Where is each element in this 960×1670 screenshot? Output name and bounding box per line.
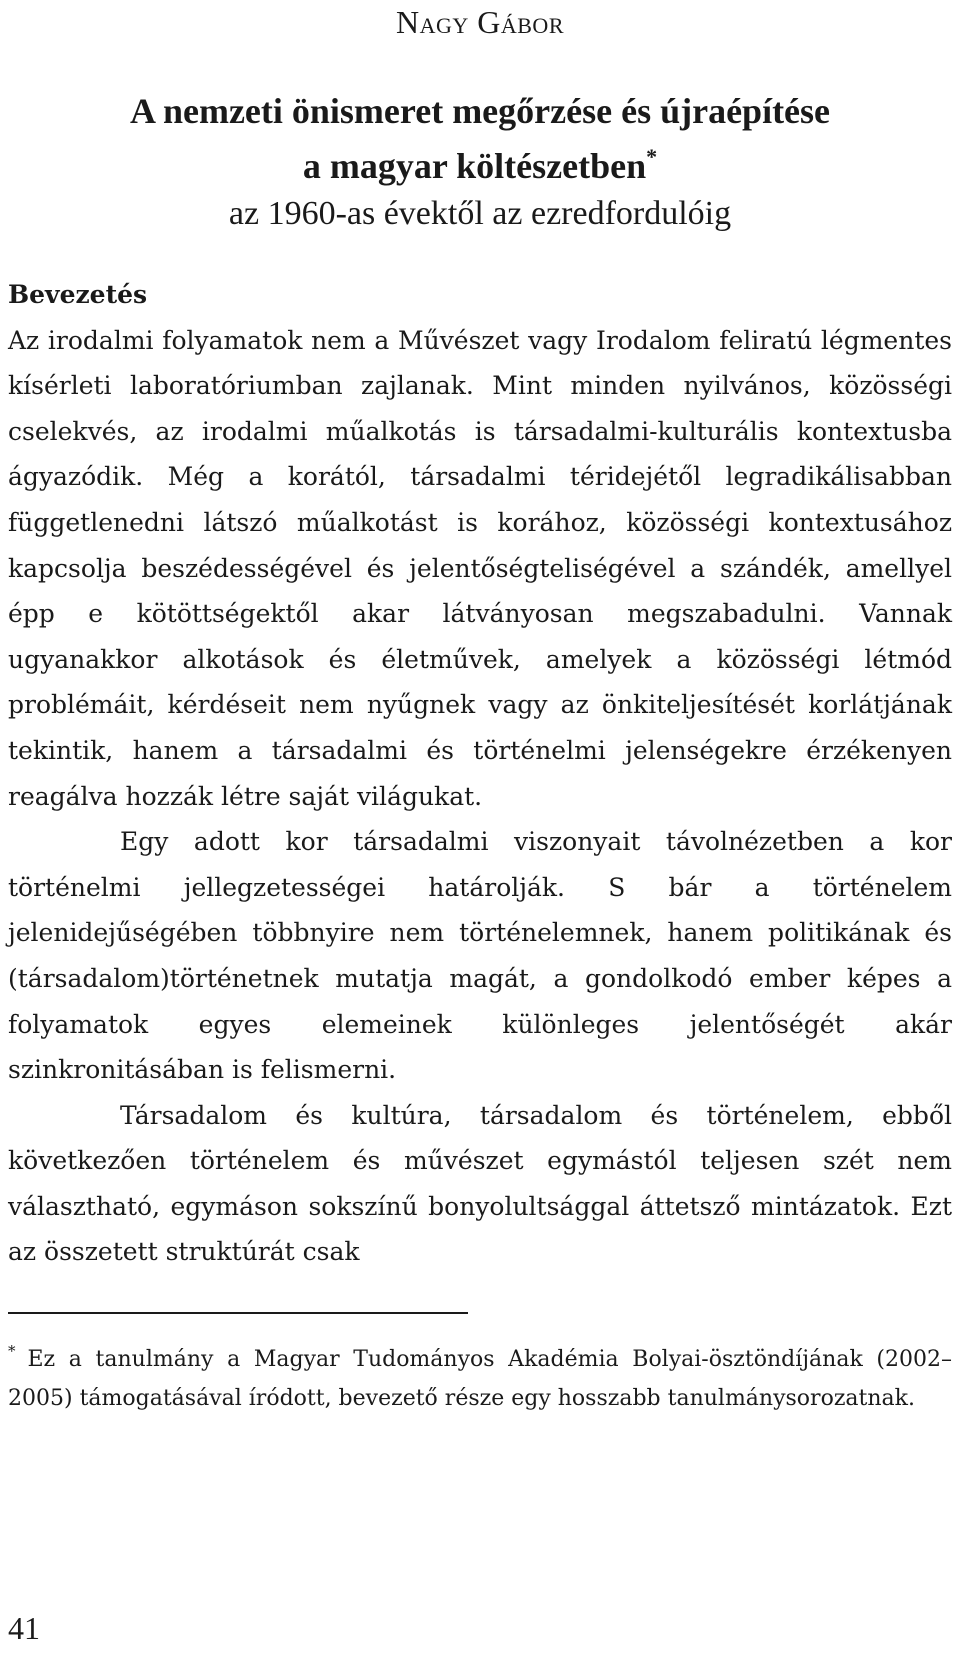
article-title-block xyxy=(0,88,960,239)
running-header-author: Nagy Gábor xyxy=(395,4,564,40)
footnote-marker: * xyxy=(8,1342,16,1360)
article-title-line-1: A nemzeti önismeret megőrzése és újraépítése xyxy=(129,91,831,131)
footnote xyxy=(8,1332,952,1418)
title-footnote-marker[interactable]: * xyxy=(646,144,658,169)
article-title-line-2-text: a magyar költészetben xyxy=(302,146,647,186)
article-subtitle: az 1960-as évektől az ezredfordulóig xyxy=(228,195,732,232)
paragraph: Társadalom és kultúra, társadalom és történelem, ebből következően történelem és művészet egymástól teljesen szét nem választható, egymáson sokszínű bonyolultsággal áttetsző mintázatok. Ezt az összetett struktúrát csak xyxy=(8,1100,952,1267)
paragraph: Az irodalmi folyamatok nem a Művészet vagy Irodalom feliratú légmentes kísérleti laboratóriumban zajlanak. Mint minden nyilvános, közösségi cselekvés, az irodalmi műalkotás is társadalmi-kulturális kontextusba ágyazódik. Még a korától, társadalmi téridejétől legradikálisabban függetlenedni látszó műalkotást is korához, közösségi kontextusához kapcsolja beszédességével és jelentőségteliségével a szándék, amellyel épp e kötöttségektől akar látványosan megszabadulni. Vannak ugyanakkor alkotások és életművek, amelyek a közösségi létmód problémáit, kérdéseit nem nyűgnek vagy az önkiteljesítését korlátjának tekintik, hanem a társadalmi és történelmi jelenségekre érzékenyen reagálva hozzák létre saját világukat. xyxy=(8,325,952,811)
paragraph: Egy adott kor társadalmi viszonyait távolnézetben a kor történelmi jellegzetességei határolják. S bár a történelem jelenidejűségében többnyire nem történelemnek, hanem politikának és (társadalom)történetnek mutatja magát, a gondolkodó ember képes a folyamatok egyes elemeinek különleges jelentőségét akár szinkronitásában is felismerni. xyxy=(8,827,952,1085)
footnote-separator xyxy=(8,1312,468,1314)
page-number: 41 xyxy=(8,1610,40,1646)
section-heading: Bevezetés xyxy=(8,280,148,309)
article-body xyxy=(8,272,952,1275)
footnote-text: Ez a tanulmány a Magyar Tudományos Akadémia Bolyai-ösztöndíjának (2002–2005) támogatásával íródott, bevezető része egy hosszabb tanulmánysorozatnak. xyxy=(8,1347,952,1411)
article-title-line-2 xyxy=(0,134,960,189)
